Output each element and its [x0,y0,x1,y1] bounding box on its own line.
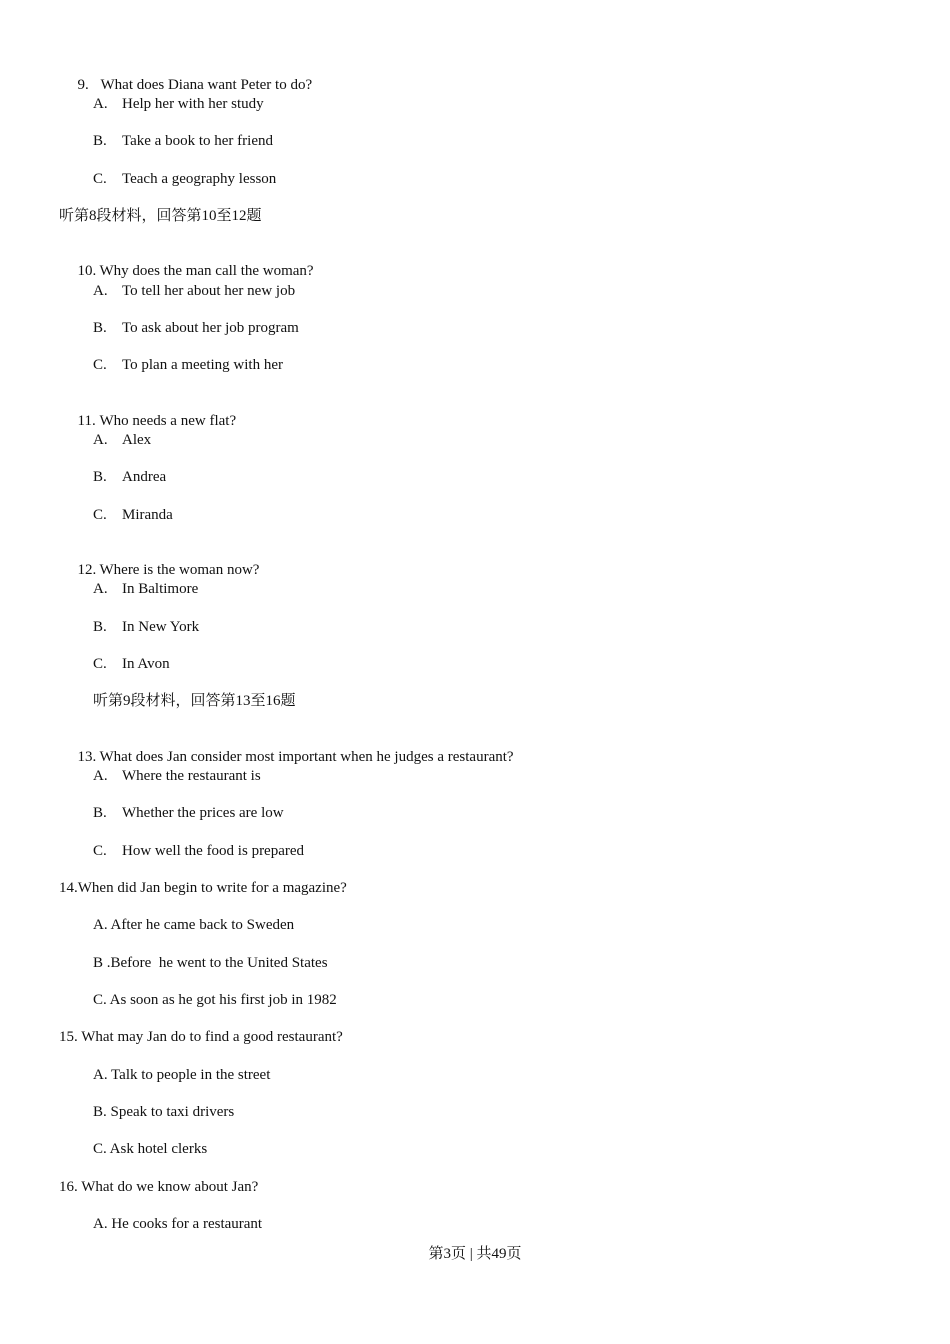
option-text: Alex [122,432,152,448]
option-letter: C. [93,656,107,672]
option-text: To ask about her job program [122,320,299,336]
option-text: How well the food is prepared [122,843,305,859]
option-letter: C. [93,507,107,523]
question-15: 15. What may Jan do to find a good restaurant? [59,1029,343,1045]
question-number: 11. [77,413,96,429]
option-15c: C. Ask hotel clerks [93,1141,208,1157]
option-text: Andrea [122,469,167,485]
option-text: Take a book to her friend [122,133,273,149]
option-text: To tell her about her new job [122,283,296,299]
option-text: In Avon [122,656,170,672]
section-text: 听第9段材料，回答第13至16题 [93,693,296,709]
option-letter: B. [93,469,107,485]
question-text: What does Diana want Peter to do? [100,77,313,93]
option-14a: A. After he came back to Sweden [93,917,295,933]
option-text: In Baltimore [122,581,199,597]
option-11a [93,431,151,449]
option-12a [93,580,198,598]
question-number: 13. [77,749,97,765]
option-9a [93,95,264,113]
option-text: Whether the prices are low [122,805,284,821]
question-text: Who needs a new flat? [99,413,237,429]
option-letter: B. [93,805,107,821]
option-14b: B .Before he went to the United States [93,955,328,971]
question-text: Why does the man call the woman? [99,263,314,279]
question-13 [70,730,514,766]
section-text: 听第8段材料，回答第10至12题 [59,208,262,224]
option-9b [93,132,273,150]
option-10c [93,356,283,374]
option-letter: A. [93,768,108,784]
option-12c [93,655,170,673]
option-14c: C. As soon as he got his first job in 1982 [93,992,337,1008]
section-heading-8 [59,207,262,225]
question-number: 9. [77,77,89,93]
option-text: Teach a geography lesson [122,171,277,187]
option-15b: B. Speak to taxi drivers [93,1104,235,1120]
option-13a [93,767,261,785]
question-number: 12. [77,562,97,578]
option-text: To plan a meeting with her [122,357,283,373]
section-heading-9 [93,692,296,710]
option-text: Where the restaurant is [122,768,261,784]
page-footer: 第3页 | 共49页 [428,1246,522,1262]
option-letter: A. [93,283,108,299]
option-letter: A. [93,96,108,112]
option-letter: C. [93,171,107,187]
option-9c [93,170,276,188]
question-text: Where is the woman now? [99,562,260,578]
option-11c [93,506,173,524]
option-10a [93,282,295,300]
option-15a: A. Talk to people in the street [93,1067,271,1083]
option-letter: B. [93,320,107,336]
option-text: Miranda [122,507,173,523]
question-14: 14.When did Jan begin to write for a magazine? [59,880,347,896]
question-11 [70,394,236,430]
question-text: What does Jan consider most important when he judges a restaurant? [99,749,514,765]
option-13c [93,842,304,860]
option-text: In New York [122,619,200,635]
question-10 [70,244,314,280]
option-letter: C. [93,843,107,859]
option-letter: B. [93,133,107,149]
option-letter: B. [93,619,107,635]
option-13b [93,804,284,822]
option-11b [93,468,166,486]
question-16: 16. What do we know about Jan? [59,1179,259,1195]
question-9 [70,58,312,94]
option-letter: C. [93,357,107,373]
question-number: 10. [77,263,97,279]
option-16a: A. He cooks for a restaurant [93,1216,263,1232]
option-12b [93,618,199,636]
option-10b [93,319,299,337]
option-letter: A. [93,581,108,597]
question-12 [70,543,259,579]
option-text: Help her with her study [122,96,264,112]
option-letter: A. [93,432,108,448]
